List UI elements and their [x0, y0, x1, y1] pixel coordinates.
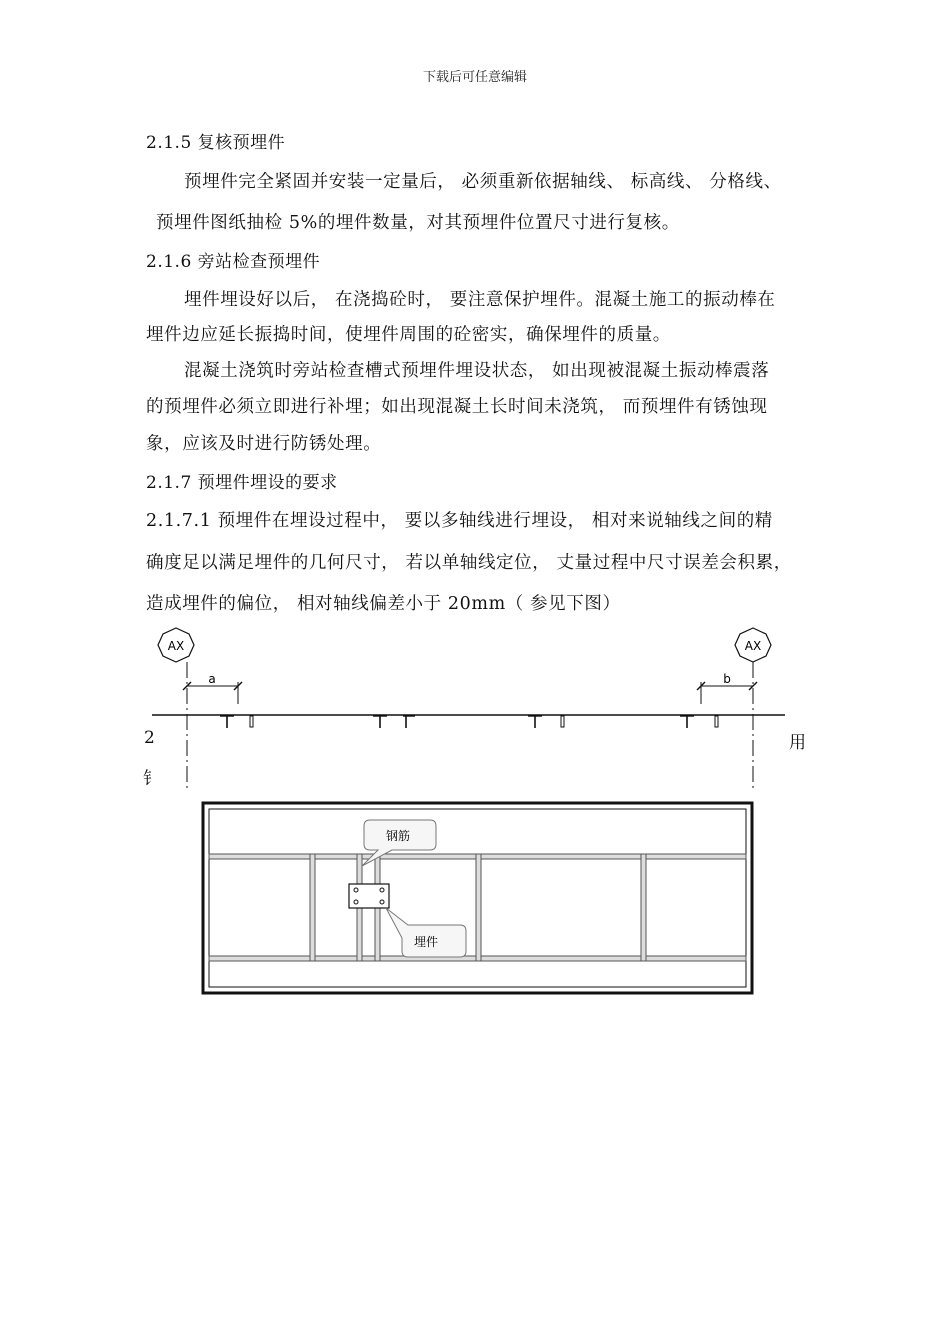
paragraph-line: 象，应该及时进行防锈处理。	[146, 434, 382, 454]
rebar-vertical	[641, 854, 646, 961]
embed-symbols	[220, 716, 718, 728]
axis-label-right: AX	[744, 639, 762, 653]
heading-2-1-6: 2.1.6 旁站检查预埋件	[146, 252, 321, 272]
obscured-text-fragment: 用	[789, 733, 806, 753]
page-header: 下载后可任意编辑	[422, 70, 527, 85]
rebar-embed-diagram	[200, 800, 756, 998]
embed-symbol	[680, 716, 718, 728]
paragraph-line: 的预埋件必须立即进行补埋；如出现混凝土长时间未浇筑， 而预埋件有锈蚀现	[146, 397, 768, 417]
axis-embed-diagram	[140, 620, 800, 795]
paragraph-line: 预埋件完全紧固并安装一定量后， 必须重新依据轴线、 标高线、 分格线、	[184, 172, 782, 192]
paragraph-line: 确度足以满足埋件的几何尺寸， 若以单轴线定位， 丈量过程中尺寸误差会积累，	[146, 553, 792, 573]
obscured-text-fragment: 2	[144, 728, 155, 748]
callout-rebar-label: 钢筋	[386, 829, 411, 843]
rebar-vertical	[476, 854, 481, 961]
rebar-vertical	[310, 854, 315, 961]
axis-bubble-right	[735, 628, 771, 662]
callout-embed-label: 埋件	[414, 935, 439, 949]
paragraph-line: 埋件边应延长振捣时间，使埋件周围的砼密实，确保埋件的质量。	[146, 325, 671, 345]
paragraph-line: 2.1.7.1 预埋件在埋设过程中， 要以多轴线进行埋设， 相对来说轴线之间的精	[146, 511, 773, 531]
heading-2-1-7: 2.1.7 预埋件埋设的要求	[146, 473, 338, 493]
axis-bubble-left	[158, 628, 194, 662]
dimension-b-label: b	[723, 672, 731, 686]
dimension-a-label: a	[208, 672, 216, 686]
paragraph-line: 混凝土浇筑时旁站检查槽式预埋件埋设状态， 如出现被混凝土振动棒震落	[184, 361, 770, 381]
heading-2-1-5: 2.1.5 复核预埋件	[146, 133, 286, 153]
dimension-b	[697, 672, 757, 704]
embed-symbol	[528, 716, 564, 728]
dimension-a	[183, 672, 242, 704]
paragraph-line: 预埋件图纸抽检 5%的埋件数量，对其预埋件位置尺寸进行复核。	[156, 213, 680, 233]
obscured-text-fragment: 钅	[143, 769, 160, 789]
embed-symbol	[220, 716, 253, 728]
embed-symbol	[373, 716, 415, 728]
embed-plate	[349, 884, 389, 908]
paragraph-line: 埋件埋设好以后， 在浇捣砼时， 要注意保护埋件。混凝土施工的振动棒在	[184, 290, 776, 310]
paragraph-line: 造成埋件的偏位， 相对轴线偏差小于 20mm（ 参见下图）	[146, 594, 621, 614]
axis-label-left: AX	[167, 639, 185, 653]
